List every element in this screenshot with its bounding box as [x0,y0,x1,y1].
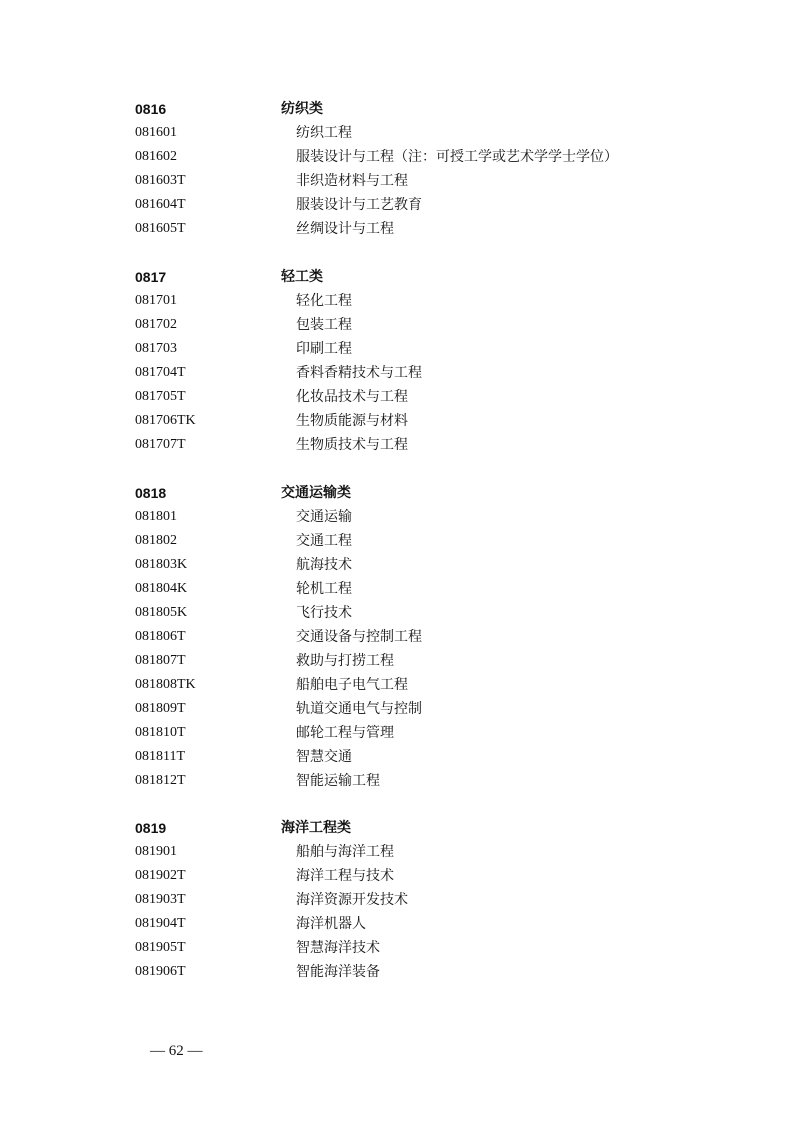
category-header [0,97,800,121]
major-row [0,433,800,457]
category-code: 0816 [135,101,167,117]
category-code: 0819 [135,820,167,836]
major-row [0,145,800,169]
category-code: 0818 [135,485,167,501]
major-code: 081809T [135,701,186,716]
major-name: 海洋机器人 [296,916,366,932]
major-code: 081905T [135,940,186,955]
major-name: 印刷工程 [296,341,352,357]
major-name: 服装设计与工艺教育 [296,197,422,213]
major-code: 081901 [135,844,177,859]
major-name: 生物质能源与材料 [296,413,408,429]
category-header [0,481,800,505]
major-name: 纺织工程 [296,125,352,141]
major-row [0,625,800,649]
major-name: 邮轮工程与管理 [296,725,394,741]
major-code: 081602 [135,149,177,164]
category-name: 纺织类 [281,101,323,117]
major-code: 081812T [135,773,186,788]
major-code: 081811T [135,749,186,764]
major-name: 智慧交通 [296,749,352,765]
major-row [0,912,800,936]
major-row [0,577,800,601]
major-row [0,289,800,313]
major-name: 交通工程 [296,533,352,549]
major-code: 081705T [135,389,186,404]
major-name: 海洋工程与技术 [296,868,394,884]
major-code: 081707T [135,437,186,452]
major-name: 香料香精技术与工程 [296,365,422,381]
category-name: 海洋工程类 [281,820,351,836]
category-header [0,816,800,840]
major-row [0,409,800,433]
major-code: 081702 [135,317,177,332]
major-name: 轻化工程 [296,293,352,309]
major-code: 081806T [135,629,186,644]
major-row [0,745,800,769]
major-name: 丝绸设计与工程 [296,221,394,237]
major-code: 081802 [135,533,177,548]
major-name: 非织造材料与工程 [296,173,408,189]
major-name: 智慧海洋技术 [296,940,380,956]
major-code: 081603T [135,173,186,188]
major-row [0,217,800,241]
major-name: 交通运输 [296,509,352,525]
major-row [0,169,800,193]
major-name: 飞行技术 [296,605,352,621]
major-code: 081805K [135,605,188,620]
major-code: 081906T [135,964,186,979]
major-name: 船舶与海洋工程 [296,844,394,860]
major-row [0,361,800,385]
major-row [0,864,800,888]
major-name: 救助与打捞工程 [296,653,394,669]
major-name: 海洋资源开发技术 [296,892,408,908]
major-code: 081807T [135,653,186,668]
major-row [0,505,800,529]
major-code: 081904T [135,916,186,931]
major-row [0,649,800,673]
major-row [0,673,800,697]
major-row [0,697,800,721]
major-code: 081703 [135,341,177,356]
major-row [0,601,800,625]
major-row [0,121,800,145]
major-row [0,936,800,960]
major-row [0,960,800,984]
major-name: 智能运输工程 [296,773,380,789]
major-code: 081601 [135,125,177,140]
major-name: 化妆品技术与工程 [296,389,408,405]
major-name: 轮机工程 [296,581,352,597]
major-row [0,313,800,337]
major-code: 081801 [135,509,177,524]
major-row [0,553,800,577]
major-row [0,385,800,409]
major-row [0,769,800,793]
major-code: 081903T [135,892,186,907]
category-header [0,265,800,289]
major-code: 081804K [135,581,188,596]
major-name: 生物质技术与工程 [296,437,408,453]
major-row [0,888,800,912]
major-row [0,840,800,864]
major-row [0,337,800,361]
major-code: 081808TK [135,677,196,692]
page-number: — 62 — [150,1043,203,1059]
major-row [0,529,800,553]
major-code: 081706TK [135,413,196,428]
major-name: 轨道交通电气与控制 [296,701,422,717]
major-name: 航海技术 [296,557,352,573]
category-name: 轻工类 [281,269,323,285]
major-code: 081803K [135,557,188,572]
major-name: 包装工程 [296,317,352,333]
major-name: 智能海洋装备 [296,964,380,980]
major-code: 081701 [135,293,177,308]
major-code: 081604T [135,197,186,212]
major-name: 服装设计与工程（注：可授工学或艺术学学士学位） [296,149,618,165]
category-name: 交通运输类 [281,485,351,501]
major-code: 081810T [135,725,186,740]
major-row [0,193,800,217]
major-name: 船舶电子电气工程 [296,677,408,693]
major-row [0,721,800,745]
major-code: 081902T [135,868,186,883]
major-code: 081704T [135,365,186,380]
category-code: 0817 [135,269,167,285]
major-code: 081605T [135,221,186,236]
major-name: 交通设备与控制工程 [296,629,422,645]
